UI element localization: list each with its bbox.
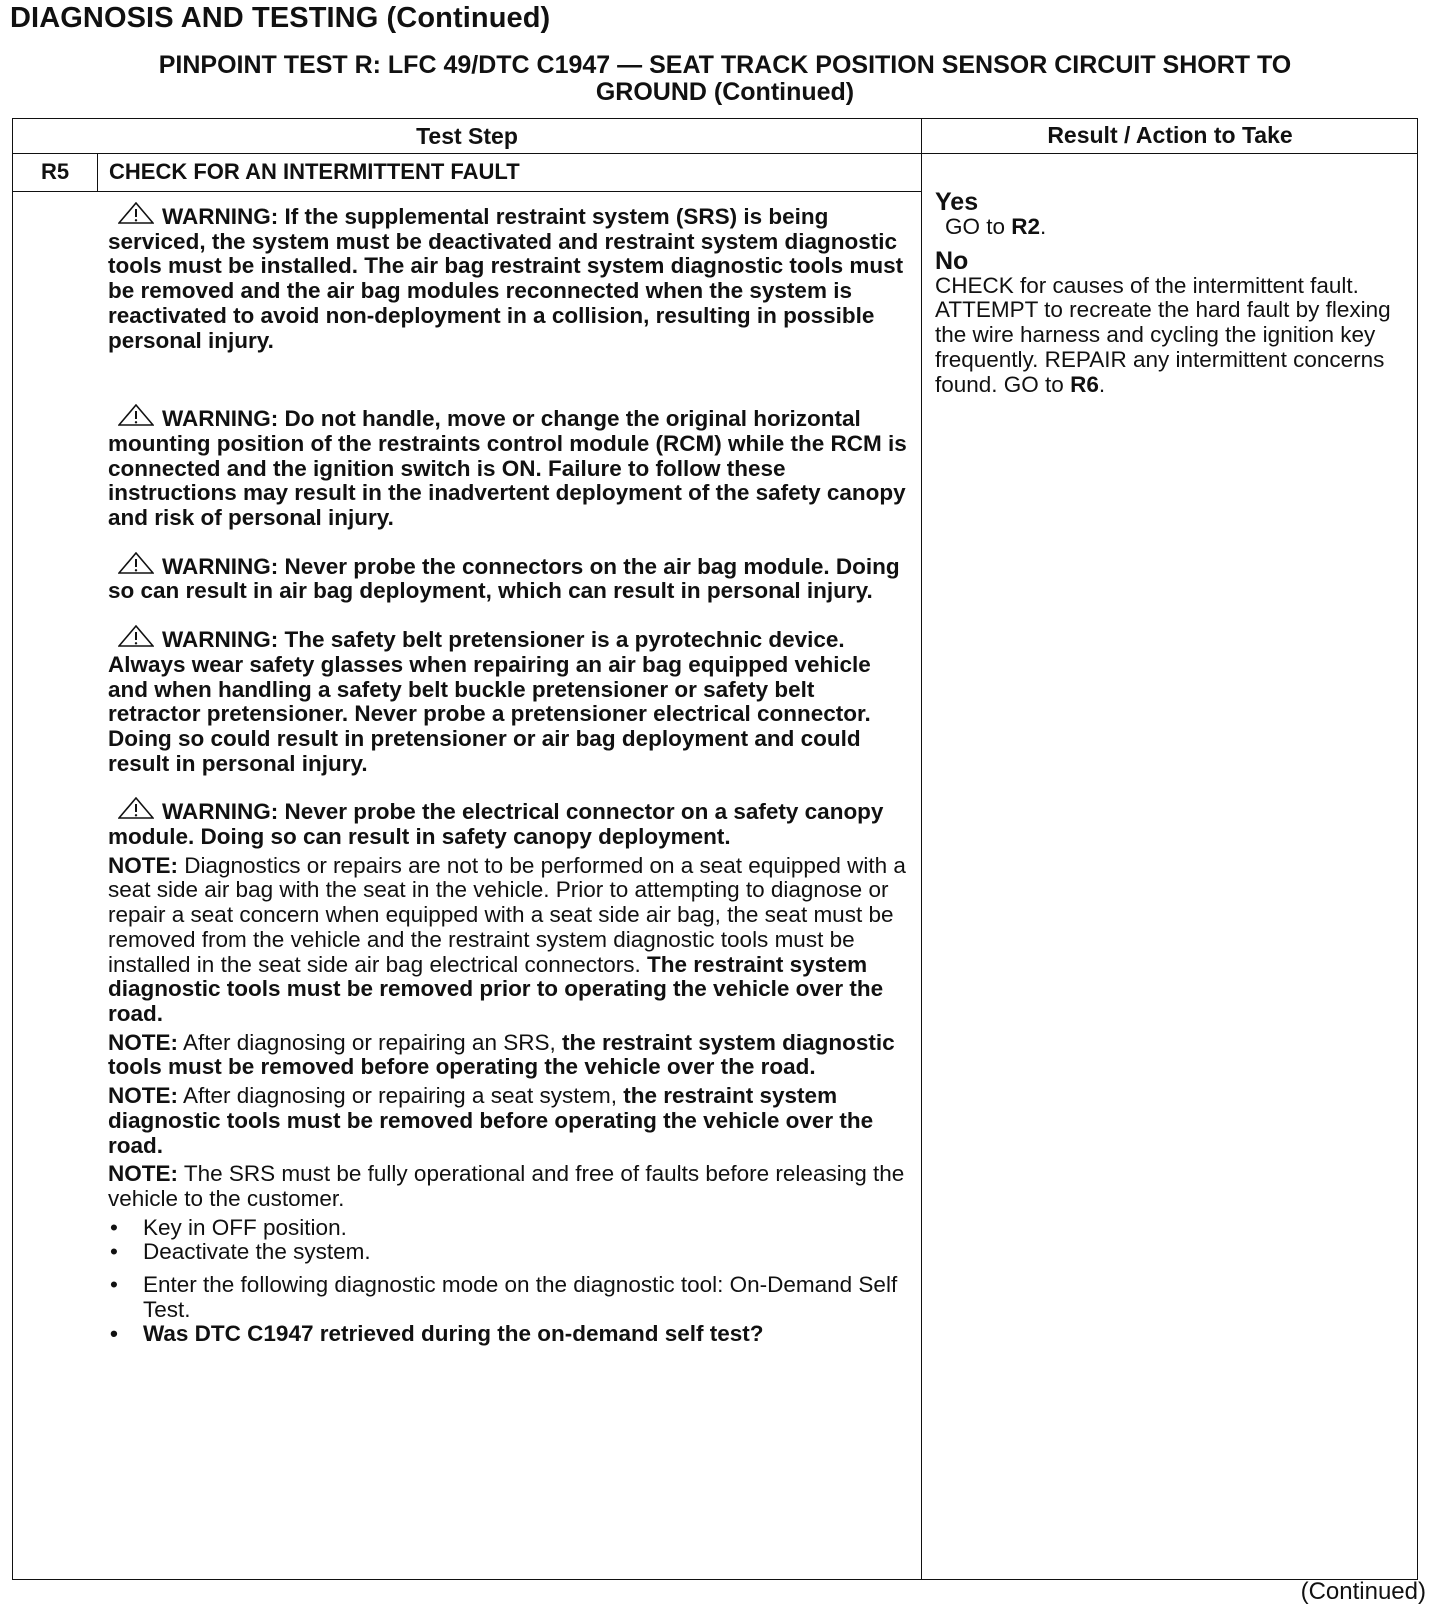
list-item: • Enter the following diagnostic mode on the diagnostic tool: On-Demand Self Test. bbox=[108, 1273, 908, 1322]
result-yes-action: GO to R2. bbox=[945, 214, 1047, 239]
test-table bbox=[12, 118, 1418, 1580]
step-id: R5 bbox=[40, 159, 70, 184]
warning-pretensioner: WARNING: The safety belt pretensioner is a pyrotechnic device. Always wear safety glasses when repairing an air bag equipped vehicle and when handling a safety belt buckle pretensioner or safety belt retractor pretensioner. Never probe a pretensioner electrical connector. Doing so could result in pretensioner or air bag deployment and could result in personal injury. bbox=[108, 627, 871, 776]
pinpoint-test-title bbox=[20, 52, 1430, 106]
result-no-label: No bbox=[935, 246, 969, 275]
warning-triangle-icon bbox=[118, 202, 154, 224]
note-after-seat-system: NOTE: After diagnosing or repairing a seat system, the restraint system diagnostic tools must be removed before operating the vehicle over the road. bbox=[108, 1083, 874, 1158]
warning-srs: WARNING: If the supplemental restraint system (SRS) is being serviced, the system must be deactivated and restraint system diagnostic tools must be installed. The air bag restraint system diagnostic tools must be removed and the air bag modules reconnected when the system is reactivated to avoid non-deployment in a collision, resulting in possible personal injury. bbox=[108, 204, 904, 353]
result-no-action: CHECK for causes of the intermittent fault. ATTEMPT to recreate the hard fault by flexing the wire harness and cycling the ignition key frequently. REPAIR any intermittent concerns found. GO to R6. bbox=[935, 272, 1391, 397]
list-item: • Deactivate the system. bbox=[108, 1240, 908, 1265]
header-test-step: Test Step bbox=[416, 123, 518, 149]
test-step-content bbox=[108, 202, 908, 1347]
step-id-divider bbox=[97, 153, 98, 191]
note-srs-operational: NOTE: The SRS must be fully operational and free of faults before releasing the vehicle to the customer. bbox=[108, 1161, 905, 1211]
step-row-divider bbox=[13, 191, 921, 192]
warning-rcm: WARNING: Do not handle, move or change the original horizontal mounting position of the restraints control module (RCM) while the RCM is connected and the ignition switch is ON. Failure to follow these instructions may result in the inadvertent deployment of the safety canopy and risk of personal injury. bbox=[108, 406, 907, 531]
test-title-line-2: GROUND (Continued) bbox=[595, 78, 855, 106]
step-actions-list bbox=[108, 1216, 908, 1348]
warning-safety-canopy: WARNING: Never probe the electrical connector on a safety canopy module. Doing so can result in safety canopy deployment. bbox=[108, 799, 884, 850]
warning-triangle-icon bbox=[118, 404, 154, 426]
header-result-action: Result / Action to Take bbox=[1047, 122, 1293, 148]
list-item: • Key in OFF position. bbox=[108, 1216, 908, 1241]
warning-triangle-icon bbox=[118, 797, 154, 819]
result-action-content bbox=[935, 189, 1415, 397]
warning-air-bag-connectors: WARNING: Never probe the connectors on the air bag module. Doing so can result in air bag deployment, which can result in personal injury. bbox=[108, 553, 900, 604]
result-yes-label: Yes bbox=[935, 188, 979, 216]
note-seat-side-air-bag: NOTE: Diagnostics or repairs are not to be performed on a seat equipped with a seat side air bag with the seat in the vehicle. Prior to attempting to diagnose or repair a seat concern when equipped with a seat side air bag, the seat must be removed from the vehicle and the restraint system diagnostic tools must be installed in the seat side air bag electrical connectors. The restraint system diagnostic tools must be removed prior to operating the vehicle over the road. bbox=[108, 852, 906, 1026]
warning-triangle-icon bbox=[118, 625, 154, 647]
step-name: CHECK FOR AN INTERMITTENT FAULT bbox=[109, 159, 520, 184]
warning-triangle-icon bbox=[118, 552, 154, 574]
page-title: DIAGNOSIS AND TESTING (Continued) bbox=[10, 2, 551, 34]
test-title-line-1: PINPOINT TEST R: LFC 49/DTC C1947 — SEAT TRACK POSITION SENSOR CIRCUIT SHORT TO bbox=[158, 51, 1292, 79]
footer-continued: (Continued) bbox=[1300, 1578, 1426, 1605]
column-divider bbox=[921, 119, 922, 1579]
note-after-srs: NOTE: After diagnosing or repairing an SRS, the restraint system diagnostic tools must be removed before operating the vehicle over the road. bbox=[108, 1029, 895, 1080]
list-item-question: • Was DTC C1947 retrieved during the on-demand self test? bbox=[108, 1322, 908, 1347]
